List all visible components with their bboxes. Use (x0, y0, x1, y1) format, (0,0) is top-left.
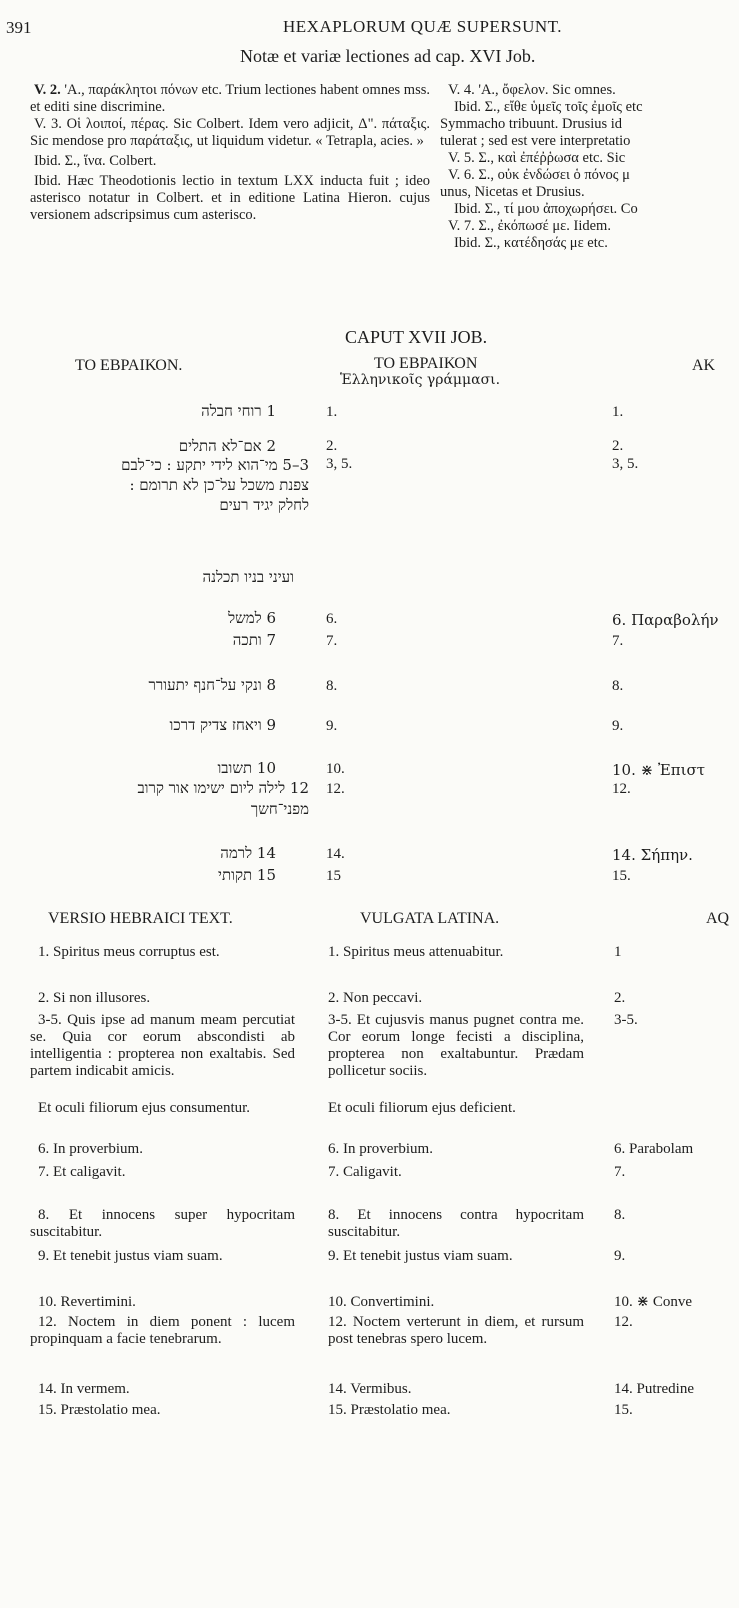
notes-title: Notæ et variæ lectiones ad cap. XVI Job. (240, 46, 536, 66)
note-text: Οἱ λοιποί, πέρας. Sic Colbert. Idem vero adjicit, Δ". πάταξις. Sic mendose pro παράταξις, ut liquidum videtur. « Tetrapla, acies. » (30, 116, 430, 149)
verse-number: 9. (326, 718, 338, 734)
versio-line: 10. Revertimini. (38, 1294, 136, 1310)
vulgata-line: Et oculi filiorum ejus deficient. (328, 1100, 516, 1116)
chapter-title: CAPUT XVII JOB. (345, 327, 488, 347)
note-line: V. 5. Σ., καὶ ἐπέῤῥωσα etc. Sic (448, 150, 626, 166)
hebrew-line: 15 תקותי (218, 866, 276, 884)
note-paragraph (30, 173, 430, 224)
vulgata-line: 6. In proverbium. (328, 1141, 433, 1157)
note-line: Ibid. Σ., κατέδησάς με etc. (454, 235, 608, 251)
versio-line: 12. Noctem in diem ponent : lucem propinquam a facie tenebrarum. (30, 1314, 295, 1347)
vulgata-line: 7. Caligavit. (328, 1164, 402, 1180)
aquila-latin-line: 3-5. (614, 1012, 638, 1028)
note-line: Ibid. Σ., τί μου ἀποχωρήσει. Co (454, 201, 638, 217)
verse-number: 2. (326, 438, 338, 454)
aquila-latin-line: 6. Parabolam (614, 1141, 694, 1157)
versio-line: 15. Præstolatio mea. (38, 1402, 161, 1418)
note-paragraph (30, 153, 430, 170)
note-lead: Ibid. (34, 153, 61, 169)
header-vulgata: VULGATA LATINA. (360, 910, 500, 927)
verse-number: 12. (326, 781, 345, 797)
hebrew-line: 12 לילה ליום ישימו אור קרוב (137, 779, 309, 797)
running-title: HEXAPLORUM QUÆ SUPERSUNT. (283, 17, 563, 36)
verse-number: 3, 5. (612, 456, 639, 472)
versio-line: 2. Si non illusores. (38, 990, 151, 1006)
verse-number: 8. (612, 678, 624, 694)
note-text: Hæc Theodotionis lectio in textum LXX inducta fuit ; ideo asterisco notatur in Colbert. et in editione Latina Hieron. cujus versionem adscripsimus cum asterisco. (30, 173, 430, 223)
note-lead: V. 3. (34, 116, 62, 132)
versio-line: 3-5. Quis ipse ad manum meam percutiat se. Quia cor eorum abscondisti ab intelligentia : propterea non exaltabis. Sed partem indicabit amicis. (30, 1012, 295, 1079)
verse-number: 8. (326, 678, 338, 694)
hebrew-line: צפנת משכל על־כן לא תרומם : (129, 476, 309, 494)
header-aquila-latin: AQ (706, 910, 730, 927)
note-paragraph (30, 116, 430, 150)
versio-line: Et oculi filiorum ejus consumentur. (38, 1100, 251, 1116)
note-line: V. 6. Σ., οὐκ ἐνδώσει ὁ πόνος μ (448, 167, 630, 183)
verse-number: 1. (326, 404, 338, 420)
header-aquila-greek: ΑΚ (692, 357, 716, 374)
verse-number: 14. (326, 846, 345, 862)
aquila-line: 14. Σήπην. (612, 846, 693, 864)
aquila-latin-line: 15. (614, 1402, 633, 1418)
versio-line: 7. Et caligavit. (38, 1164, 126, 1180)
versio-line: 6. In proverbium. (38, 1141, 143, 1157)
aquila-latin-line: 2. (614, 990, 626, 1006)
vulgata-line: 10. Convertimini. (328, 1294, 435, 1310)
hebrew-line: 8 ונקי על־חנף יתעורר (148, 676, 276, 694)
hebrew-line: 10 תשובו (217, 759, 276, 777)
note-line: unus, Nicetas et Drusius. (440, 184, 585, 200)
header-hebrew-greek-letters: ΤΟ ΕΒΡΑΙΚΟΝ (374, 355, 478, 372)
verse-number: 15. (612, 868, 631, 884)
verse-number: 7. (326, 633, 338, 649)
note-text: 'Α., παράκλητοι πόνων etc. Trium lectiones habent omnes mss. et editi sine discrimine. (30, 82, 430, 115)
vulgata-line: 8. Et innocens contra hypocritam suscitabitur. (328, 1207, 584, 1240)
aquila-line: 10. ⋇ Ἐπιστ (612, 761, 706, 779)
aquila-latin-line: 14. Putredine (614, 1381, 694, 1397)
hebrew-line: 2 אם־לא התלים (178, 437, 276, 455)
aquila-latin-line: 1 (614, 944, 622, 960)
note-lead: V. 2. (34, 82, 61, 98)
hebrew-line: 9 ויאחז צדיק דרכו (169, 716, 276, 734)
vulgata-line: 2. Non peccavi. (328, 990, 423, 1006)
verse-number: 2. (612, 438, 624, 454)
aquila-latin-line: 12. (614, 1314, 633, 1330)
aquila-latin-line: 8. (614, 1207, 626, 1223)
note-paragraph (30, 82, 430, 116)
hebrew-line: 7 ותכה (232, 631, 276, 649)
verse-number: 15 (326, 868, 341, 884)
vulgata-line: 14. Vermibus. (328, 1381, 412, 1397)
hebrew-line: לחלק יגיד רעים (219, 496, 309, 514)
versio-line: 14. In vermem. (38, 1381, 130, 1397)
verse-number: 10. (326, 761, 345, 777)
aquila-line: 6. Παραβολήν (612, 611, 719, 629)
page-number: 391 (6, 18, 32, 37)
header-subtitle: Ἑλληνικοῖς γράμμασι. (340, 372, 501, 388)
hebrew-line: מפני־חשך (250, 800, 309, 818)
aquila-latin-line: 10. ⋇ Conve (614, 1294, 692, 1310)
verse-number: 12. (612, 781, 631, 797)
hebrew-line: 3–5 מי־הוא לידי יתקע : כי־לבם (121, 456, 309, 474)
notes-left-column (30, 82, 430, 224)
aquila-latin-line: 7. (614, 1164, 626, 1180)
header-hebrew: ΤΟ ΕΒΡΑΙΚΟΝ. (75, 357, 183, 374)
versio-line: 9. Et tenebit justus viam suam. (38, 1248, 223, 1264)
versio-line: 8. Et innocens super hypocritam suscitabitur. (30, 1207, 295, 1240)
note-line: V. 7. Σ., ἐκόπωσέ με. Iidem. (448, 218, 611, 234)
verse-number: 7. (612, 633, 624, 649)
vulgata-line: 3-5. Et cujusvis manus pugnet contra me. Cor eorum longe fecisti a disciplina, propterea non exaltabuntur. Prædam pollicetur sociis. (328, 1012, 584, 1079)
note-line: Ibid. Σ., εἴθε ὑμεῖς τοῖς ἐμοῖς etc (454, 99, 643, 115)
note-text: Σ., ἵνα. Colbert. (60, 153, 157, 169)
vulgata-line: 9. Et tenebit justus viam suam. (328, 1248, 513, 1264)
header-versio: VERSIO HEBRAICI TEXT. (48, 910, 233, 927)
aquila-latin-line: 9. (614, 1248, 626, 1264)
notes-right-column (440, 82, 739, 252)
verse-number: 3, 5. (326, 456, 353, 472)
verse-number: 1. (612, 404, 624, 420)
note-line: V. 4. 'Α., ὄφελον. Sic omnes. (448, 82, 616, 98)
hebrew-line: ועיני בניו תכלנה (202, 568, 294, 586)
vulgata-line: 1. Spiritus meus attenuabitur. (328, 944, 504, 960)
vulgata-line: 12. Noctem verterunt in diem, et rursum post tenebras spero lucem. (328, 1314, 584, 1347)
vulgata-line: 15. Præstolatio mea. (328, 1402, 451, 1418)
note-line: tulerat ; sed est vere interpretatio (440, 133, 631, 149)
note-lead: Ibid. (34, 173, 61, 189)
verse-number: 9. (612, 718, 624, 734)
hebrew-line: 1 רוחי חבלה (201, 402, 276, 420)
note-line: Symmacho tribuunt. Drusius id (440, 116, 623, 132)
versio-line: 1. Spiritus meus corruptus est. (38, 944, 220, 960)
hebrew-line: 14 לרמה (220, 844, 276, 862)
verse-number: 6. (326, 611, 338, 627)
hebrew-line: 6 למשל (228, 609, 276, 627)
